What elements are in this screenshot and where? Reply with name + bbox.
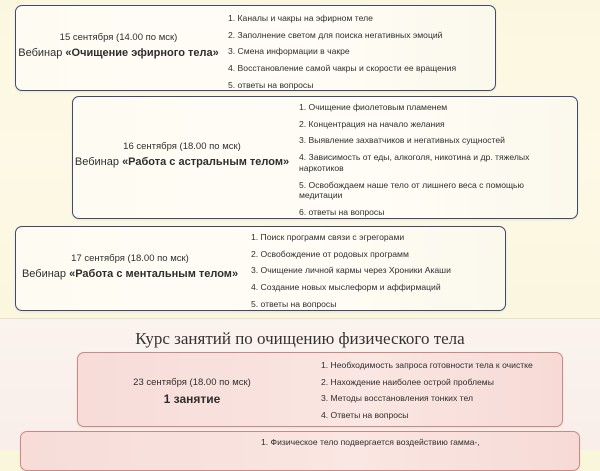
list-item: 2. Заполнение светом для поиска негативных эмоций bbox=[228, 29, 443, 40]
list-item: 3. Методы восстановления тонких тел bbox=[321, 393, 474, 404]
session-info bbox=[78, 377, 306, 406]
list-item: 4. Восстановление самой чакры и скорости ее вращения bbox=[228, 63, 457, 74]
webinar-card-2 bbox=[72, 96, 578, 219]
webinar-card-3 bbox=[15, 226, 506, 311]
list-item: 5. ответы на вопросы bbox=[251, 298, 337, 309]
course-heading: Курс занятий по очищению физического тела bbox=[135, 329, 465, 348]
session-date: 23 сентября (18.00 по мск) bbox=[133, 377, 251, 388]
session-card-1 bbox=[77, 352, 563, 427]
webinar-topics bbox=[251, 232, 496, 316]
webinar-title: Вебинар «Работа с ментальным телом» bbox=[21, 268, 239, 280]
session-topics bbox=[261, 437, 561, 454]
list-item: 5. ответы на вопросы bbox=[228, 79, 314, 90]
section-divider bbox=[0, 318, 600, 319]
webinar-title: Вебинар «Работа с астральным телом» bbox=[74, 156, 290, 168]
webinar-info bbox=[73, 141, 291, 168]
list-item: 4. Зависимость от еды, алкоголя, никотина и др. тяжелых наркотиков bbox=[299, 152, 530, 173]
list-item: 6. ответы на вопросы bbox=[299, 207, 385, 218]
list-item: 1. Очищение фиолетовым пламенем bbox=[299, 102, 448, 112]
list-item: 1. Каналы и чакры на эфирном теле bbox=[228, 13, 373, 23]
list-item: 3. Очищение личной кармы через Хроники Акаши bbox=[251, 265, 451, 276]
list-item: 2. Нахождение наиболее острой проблемы bbox=[321, 376, 494, 387]
webinar-info bbox=[16, 32, 221, 59]
list-item: 1. Поиск программ связи с эгрегорами bbox=[251, 232, 405, 242]
webinar-info bbox=[16, 253, 244, 280]
session-topics bbox=[321, 360, 556, 427]
webinar-title: Вебинар «Очищение эфирного тела» bbox=[18, 47, 219, 59]
list-item: 5. Освобождаем наше тело от лишнего веса с помощью медитации bbox=[299, 179, 524, 201]
webinar-date: 15 сентября (14.00 по мск) bbox=[59, 32, 178, 43]
list-item: 4. Ответы на вопросы bbox=[321, 410, 409, 421]
list-item: 3. Смена информации в чакре bbox=[228, 46, 350, 57]
list-item: 1. Физическое тело подвергается воздействию гамма-, bbox=[261, 437, 480, 447]
list-item: 4. Создание новых мыслеформ и аффирмаций bbox=[251, 282, 441, 293]
list-item: 2. Освобождение от родовых программ bbox=[251, 248, 409, 259]
session-card-2 bbox=[20, 431, 580, 471]
webinar-topics bbox=[299, 102, 561, 224]
session-title: 1 занятие bbox=[163, 392, 221, 406]
list-item: 3. Выявление захватчиков и негативных сущностей bbox=[299, 135, 505, 146]
webinar-card-1 bbox=[15, 5, 496, 91]
webinar-date: 17 сентября (18.00 по мск) bbox=[71, 253, 189, 264]
list-item: 1. Необходимость запроса готовности тела к очистке bbox=[321, 360, 533, 370]
webinar-topics bbox=[228, 13, 490, 97]
webinar-date: 16 сентября (18.00 по мск) bbox=[123, 141, 241, 152]
list-item: 2. Концентрация на начало желания bbox=[299, 118, 445, 129]
